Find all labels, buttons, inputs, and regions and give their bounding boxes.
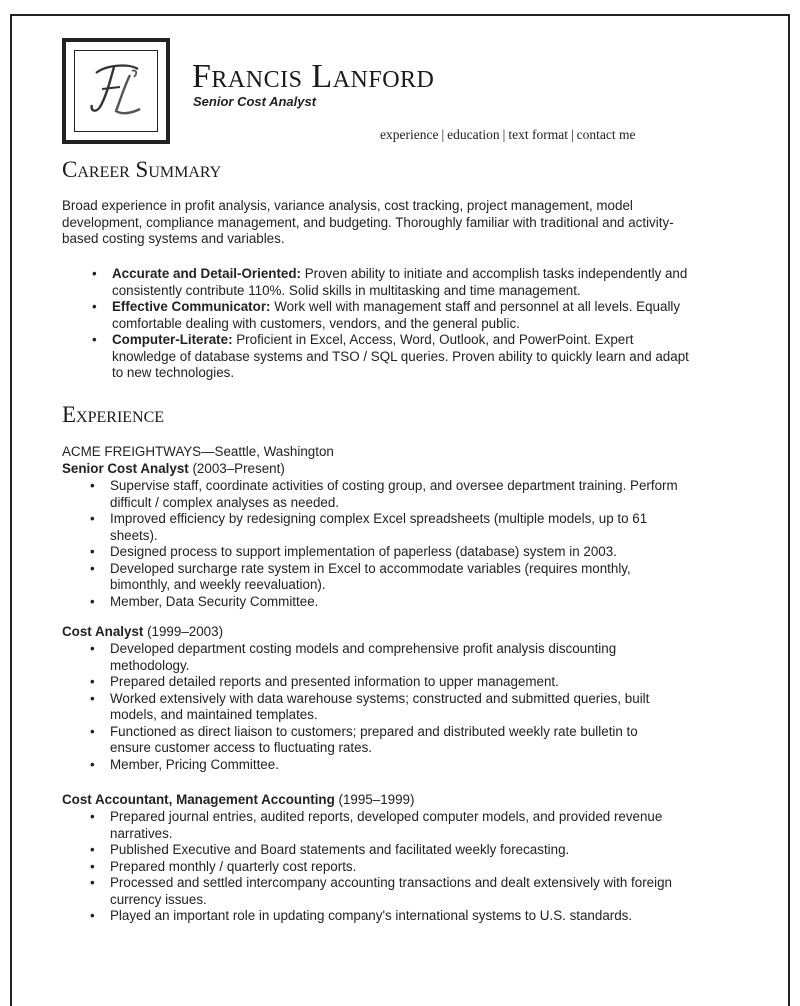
candidate-title: Senior Cost Analyst xyxy=(193,94,317,109)
nav-separator: | xyxy=(570,127,574,142)
list-item: • Supervise staff, coordinate activities of costing group, and oversee department training. Perform difficult / complex analyses as needed. xyxy=(86,478,682,511)
candidate-name: Francis Lanford xyxy=(192,58,435,95)
list-item: • Processed and settled intercompany accounting transactions and dealt extensively with foreign currency issues. xyxy=(86,875,682,908)
list-item xyxy=(88,266,700,299)
position-dates: (2003–Present) xyxy=(188,461,285,476)
position-dates: (1999–2003) xyxy=(143,624,224,639)
position-title: Cost Accountant, Management Accounting xyxy=(62,792,335,807)
nav-separator: | xyxy=(502,127,506,142)
position-duties-list xyxy=(86,809,682,925)
monogram-logo xyxy=(62,38,170,144)
list-item xyxy=(88,332,700,382)
bullet-text: Proficient in Excel, Access, Word, Outlook, and PowerPoint. Expert knowledge of database systems and TSO / SQL queries. Proven ability to quickly learn and adapt to new technologies. xyxy=(112,332,689,380)
list-item: • Member, Pricing Committee. xyxy=(86,757,682,774)
list-item: • Developed department costing models and comprehensive profit analysis discounting methodology. xyxy=(86,641,682,674)
position-title-line xyxy=(62,624,223,641)
experience-heading: Experience xyxy=(62,402,165,427)
bullet-label: Accurate and Detail-Oriented: xyxy=(112,266,301,281)
career-summary-heading: Career Summary xyxy=(62,157,222,182)
bullet-text: Work well with management staff and personnel at all levels. Equally comfortable dealing with customers, vendors, and the general public. xyxy=(112,299,681,331)
position-title: Senior Cost Analyst xyxy=(62,461,189,476)
list-item: • Functioned as direct liaison to customers; prepared and distributed weekly rate bulletin to ensure customer access to fluctuating rates. xyxy=(86,724,682,757)
list-item: • Improved efficiency by redesigning complex Excel spreadsheets (multiple models, up to 61 sheets). xyxy=(86,511,682,544)
nav-separator: | xyxy=(441,127,445,142)
position-duties-list xyxy=(86,641,682,773)
position-dates: (1995–1999) xyxy=(334,792,415,807)
position-title: Cost Analyst xyxy=(62,624,144,639)
nav-link-education[interactable]: education xyxy=(447,127,500,142)
list-item: • Published Executive and Board statements and facilitated weekly forecasting. xyxy=(86,842,682,859)
list-item: • Played an important role in updating company's international systems to U.S. standards. xyxy=(86,908,682,925)
list-item xyxy=(88,299,700,332)
employer-line: ACME FREIGHTWAYS—Seattle, Washington xyxy=(62,444,334,459)
nav-link-experience[interactable]: experience xyxy=(380,127,439,142)
list-item: • Developed surcharge rate system in Excel to accommodate variables (requires monthly, bimonthly, and weekly reevaluation). xyxy=(86,561,682,594)
position-duties-list xyxy=(86,478,682,610)
career-summary-intro: Broad experience in profit analysis, variance analysis, cost tracking, project management, model development, compliance management, and budgeting. Thoroughly familiar with traditional and activity-based costing systems and variables. xyxy=(62,198,674,246)
bullet-label: Effective Communicator: xyxy=(112,299,271,314)
career-summary-list xyxy=(88,266,700,382)
list-item: • Worked extensively with data warehouse systems; constructed and submitted queries, built models, and maintained templates. xyxy=(86,691,682,724)
list-item: • Member, Data Security Committee. xyxy=(86,594,682,611)
list-item: • Prepared journal entries, audited reports, developed computer models, and provided revenue narratives. xyxy=(86,809,682,842)
list-item: • Prepared monthly / quarterly cost reports. xyxy=(86,859,682,876)
bullet-label: Computer-Literate: xyxy=(112,332,233,347)
position-title-line xyxy=(62,461,285,478)
resume-nav xyxy=(380,127,636,143)
bullet-text: Proven ability to initiate and accomplish tasks independently and consistently contribute 110%. Solid skills in multitasking and time management. xyxy=(112,266,688,298)
nav-link-contact-me[interactable]: contact me xyxy=(576,127,636,142)
list-item: • Designed process to support implementation of paperless (database) system in 2003. xyxy=(86,544,682,561)
list-item: • Prepared detailed reports and presented information to upper management. xyxy=(86,674,682,691)
nav-link-text-format[interactable]: text format xyxy=(508,127,568,142)
monogram-icon xyxy=(76,51,156,131)
position-title-line xyxy=(62,792,414,809)
monogram-inner-frame xyxy=(74,50,158,132)
